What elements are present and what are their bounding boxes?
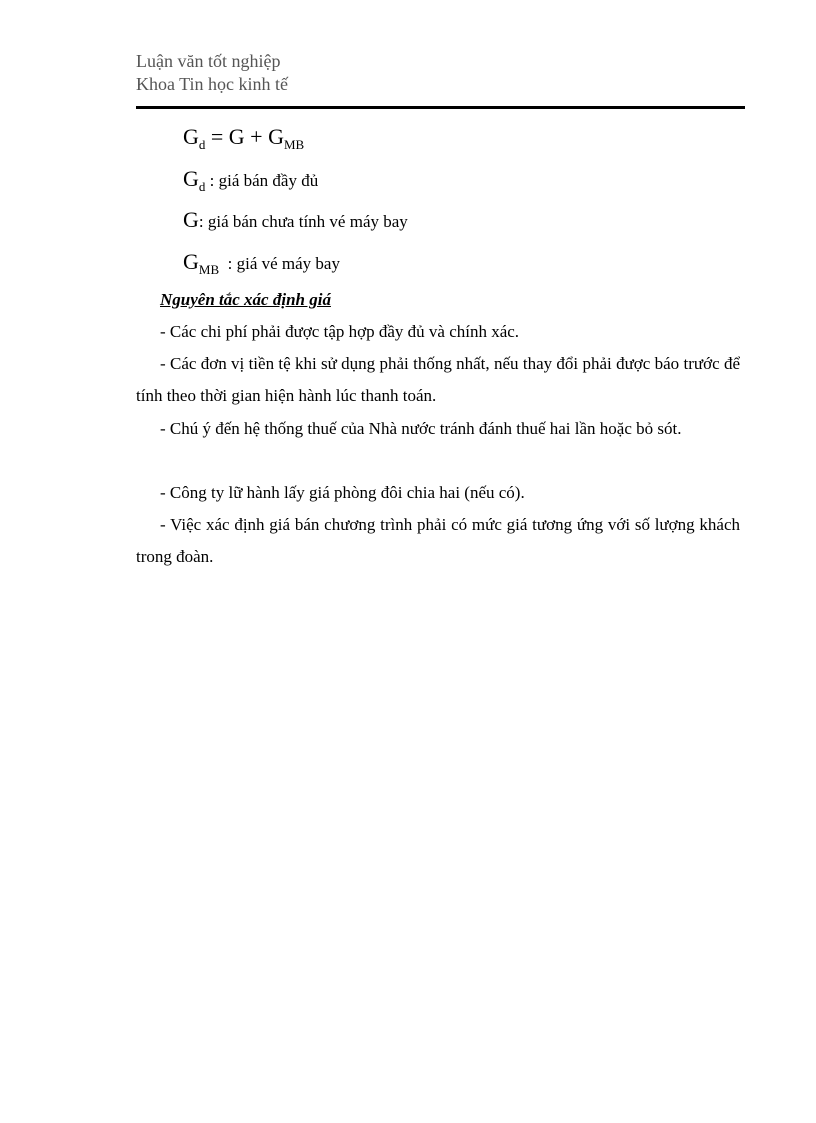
paragraph: - Công ty lữ hành lấy giá phòng đôi chia hai (nếu có). (160, 483, 525, 502)
section-heading: Nguyên tắc xác định giá (160, 290, 331, 309)
formula-symbol: G (183, 249, 199, 274)
paragraph: - Các chi phí phải được tập hợp đầy đủ và chính xác. (160, 322, 520, 341)
header-faculty-label: Khoa Tin học kinh tế (136, 74, 289, 94)
header-thesis-label: Luận văn tốt nghiệp (136, 51, 281, 71)
formula-symbol: G (183, 166, 199, 191)
formula-definition-text: : giá bán chưa tính vé máy bay (198, 212, 408, 231)
formula-subscript: MB (198, 262, 220, 277)
formula-definition-g (183, 207, 408, 233)
formula-definition-text: : giá vé máy bay (219, 254, 340, 273)
formula-expression: = G + G (205, 124, 284, 149)
formula-symbol: G (183, 207, 199, 232)
header-divider (136, 106, 745, 109)
formula-symbol: G (183, 124, 199, 149)
formula-subscript: d (198, 179, 206, 194)
page-header (136, 50, 288, 96)
formula-total-price (183, 124, 304, 150)
formula-definition-gmb (183, 249, 340, 275)
formula-definition-gd (183, 166, 318, 192)
formula-subscript: d (198, 137, 206, 152)
paragraph: - Các đơn vị tiền tệ khi sử dụng phải thống nhất, nếu thay đổi phải được báo trước để tính theo thời gian hiện hành lúc thanh toán. (136, 354, 740, 405)
formula-subscript: MB (283, 137, 305, 152)
formula-definition-text: : giá bán đầy đủ (205, 171, 319, 190)
paragraph: - Việc xác định giá bán chương trình phải có mức giá tương ứng với số lượng khách trong đoàn. (136, 515, 740, 566)
paragraph: - Chú ý đến hệ thống thuế của Nhà nước tránh đánh thuế hai lần hoặc bỏ sót. (160, 419, 682, 438)
